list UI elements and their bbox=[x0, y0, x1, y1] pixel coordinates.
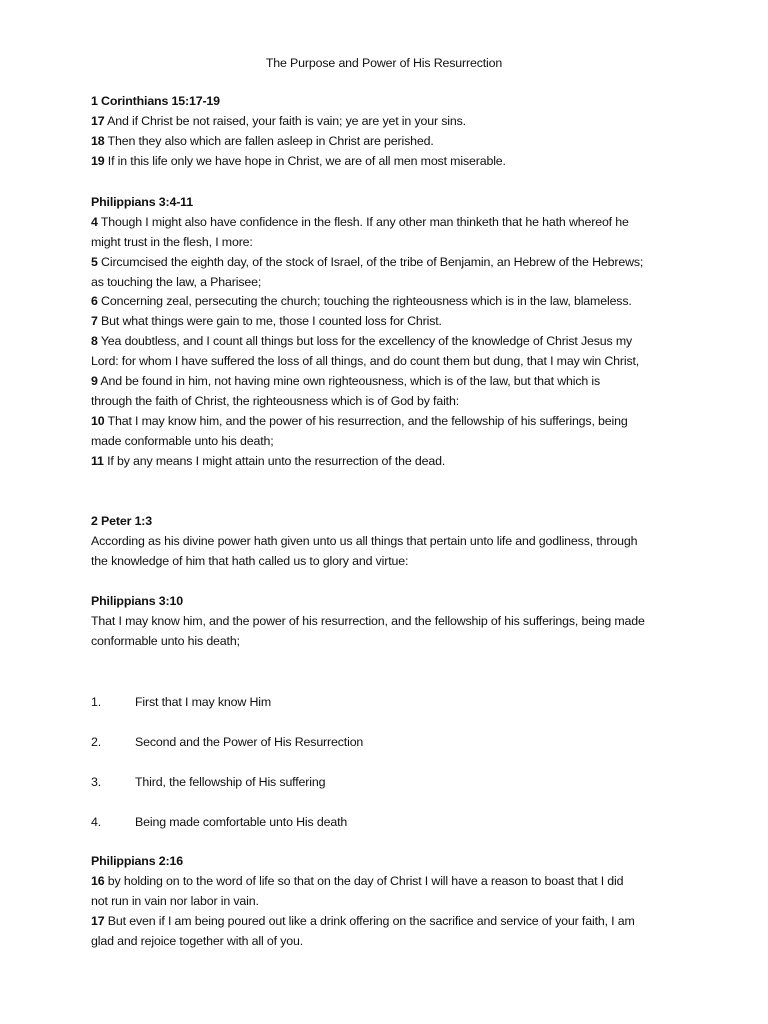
list-text: Third, the fellowship of His suffering bbox=[135, 775, 326, 789]
list-item bbox=[91, 812, 347, 832]
verse-6 bbox=[91, 292, 691, 312]
verse-text: That I may know him, and the power of his resurrection, and the fellowship of his sufferings, being made bbox=[91, 613, 645, 628]
list-text: Second and the Power of His Resurrection bbox=[135, 735, 364, 749]
section-philippians-2-16 bbox=[91, 852, 691, 951]
verse-text: If by any means I might attain unto the resurrection of the dead. bbox=[103, 453, 446, 468]
verse-text: That I may know him, and the power of his resurrection, and the fellowship of his sufferings, being bbox=[104, 413, 628, 428]
verse-16 bbox=[91, 872, 691, 892]
verse-number: 9 bbox=[91, 374, 98, 389]
verse-text: According as his divine power hath given unto us all things that pertain unto life and godliness, through bbox=[91, 533, 638, 548]
verse-5-continued: as touching the law, a Pharisee; bbox=[91, 274, 262, 289]
verse-text-continued: the knowledge of him that hath called us to glory and virtue: bbox=[91, 553, 409, 568]
verse-number: 10 bbox=[91, 413, 105, 428]
list-text: First that I may know Him bbox=[135, 695, 272, 709]
verse-text: Concerning zeal, persecuting the church; touching the righteousness which is in the law, blameless. bbox=[97, 294, 632, 309]
verse-10-continued: made conformable unto his death; bbox=[91, 433, 274, 448]
verse-8 bbox=[91, 332, 691, 352]
verse-text: Yea doubtless, and I count all things but loss for the excellency of the knowledge of Christ Jesus my bbox=[97, 334, 633, 349]
section-1-corinthians bbox=[91, 92, 691, 172]
verse-text: And if Christ be not raised, your faith is vain; ye are yet in your sins. bbox=[104, 113, 466, 128]
verse-11 bbox=[91, 452, 691, 472]
verse-text: by holding on to the word of life so that on the day of Christ I will have a reason to boast that I did bbox=[104, 873, 624, 888]
list-number: 4. bbox=[91, 815, 102, 829]
verse-text: But even if I am being poured out like a drink offering on the sacrifice and service of your faith, I am bbox=[104, 913, 635, 928]
verse-number: 16 bbox=[91, 873, 105, 888]
verse-17-continued: glad and rejoice together with all of you. bbox=[91, 933, 304, 948]
verse-text: And be found in him, not having mine own righteousness, which is of the law, but that which is bbox=[97, 374, 601, 389]
page-title: The Purpose and Power of His Resurrection bbox=[265, 56, 503, 70]
scripture-reference: 2 Peter 1:3 bbox=[91, 514, 153, 528]
section-philippians-3-4-11 bbox=[91, 193, 691, 471]
list-item bbox=[91, 732, 363, 752]
section-2-peter bbox=[91, 512, 691, 572]
scripture-reference: Philippians 3:10 bbox=[91, 594, 183, 608]
verse-7 bbox=[91, 312, 691, 332]
verse-9-continued: through the faith of Christ, the righteousness which is of God by faith: bbox=[91, 393, 460, 408]
verse-number: 17 bbox=[91, 113, 105, 128]
verse-16-continued: not run in vain nor labor in vain. bbox=[91, 893, 259, 908]
list-item bbox=[91, 772, 325, 792]
verse-number: 18 bbox=[91, 133, 105, 148]
verse-number: 6 bbox=[91, 294, 98, 309]
verse-number: 7 bbox=[91, 314, 98, 329]
verse-number: 17 bbox=[91, 913, 105, 928]
verse-9 bbox=[91, 372, 691, 392]
verse-5 bbox=[91, 253, 691, 273]
list-number: 3. bbox=[91, 775, 102, 789]
list-number: 1. bbox=[91, 695, 102, 709]
verse-number: 11 bbox=[91, 453, 104, 468]
verse-10 bbox=[91, 412, 691, 432]
verse-8-continued: Lord: for whom I have suffered the loss of all things, and do count them but dung, that I may win Christ, bbox=[91, 354, 640, 369]
list-number: 2. bbox=[91, 735, 102, 749]
verse-4 bbox=[91, 213, 691, 233]
verse-19 bbox=[91, 152, 691, 172]
verse-number: 5 bbox=[91, 254, 98, 269]
section-philippians-3-10 bbox=[91, 592, 691, 652]
verse-text-continued: conformable unto his death; bbox=[91, 633, 240, 648]
verse-text: Though I might also have confidence in the flesh. If any other man thinketh that he hath whereof he bbox=[97, 214, 629, 229]
verse-number: 8 bbox=[91, 334, 98, 349]
scripture-reference: 1 Corinthians 15:17-19 bbox=[91, 94, 220, 108]
verse-text: But what things were gain to me, those I counted loss for Christ. bbox=[97, 314, 442, 329]
verse-18 bbox=[91, 132, 691, 152]
verse-number: 19 bbox=[91, 153, 105, 168]
verse-text: If in this life only we have hope in Christ, we are of all men most miserable. bbox=[104, 153, 506, 168]
verse-number: 4 bbox=[91, 214, 98, 229]
verse-17 bbox=[91, 112, 691, 132]
scripture-reference: Philippians 2:16 bbox=[91, 854, 183, 868]
verse-17 bbox=[91, 912, 691, 932]
scripture-reference: Philippians 3:4-11 bbox=[91, 195, 193, 209]
verse-text: Circumcised the eighth day, of the stock of Israel, of the tribe of Benjamin, an Hebrew of the Hebrews; bbox=[97, 254, 644, 269]
verse-4-continued: might trust in the flesh, I more: bbox=[91, 234, 253, 249]
list-text: Being made comfortable unto His death bbox=[135, 815, 348, 829]
list-item bbox=[91, 692, 271, 712]
verse-text: Then they also which are fallen asleep in Christ are perished. bbox=[104, 133, 434, 148]
